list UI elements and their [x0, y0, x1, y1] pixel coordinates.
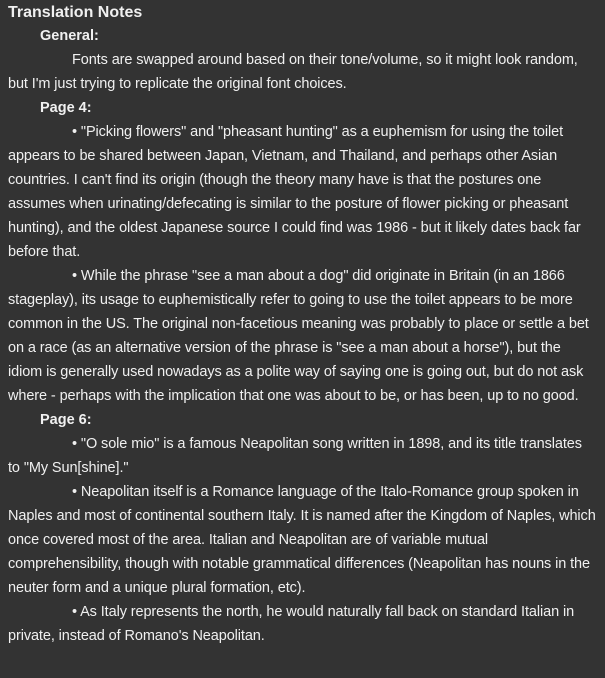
section-page-6 — [8, 408, 597, 648]
note-paragraph: • As Italy represents the north, he would naturally fall back on standard Italian in private, instead of Romano's Neapolitan. — [8, 604, 575, 644]
note-paragraph: • "Picking flowers" and "pheasant hunting" as a euphemism for using the toilet appears to be shared between Japan, Vietnam, and Thailand, and perhaps other Asian countries. I can't find its origin (though the theory many have is that the postures one assumes when urinating/defecating is similar to the posture of flower picking or pheasant hunting), and the oldest Japanese source I could find was 1986 - but it likely dates back far before that. — [8, 124, 581, 260]
note-paragraph: Fonts are swapped around based on their tone/volume, so it might look random, but I'm just trying to replicate the original font choices. — [8, 52, 578, 92]
section-heading: Page 6: — [40, 412, 92, 428]
section-page-4 — [8, 96, 597, 408]
note-paragraph: • "O sole mio" is a famous Neapolitan song written in 1898, and its title translates to "My Sun[shine]." — [8, 436, 582, 476]
note-paragraph: • While the phrase "see a man about a dog" did originate in Britain (in an 1866 stageplay), its usage to euphemistically refer to going to use the toilet appears to be more common in the US. The original non-facetious meaning was probably to place or settle a bet on a race (as an alternative version of the phrase is "see a man about a horse"), but the idiom is generally used nowadays as a polite way of saying one is going out, but do not ask where - perhaps with the implication that one was about to be, or has been, up to no good. — [8, 268, 589, 404]
section-heading: Page 4: — [40, 100, 92, 116]
note-paragraph: • Neapolitan itself is a Romance language of the Italo-Romance group spoken in Naples and most of continental southern Italy. It is named after the Kingdom of Naples, which once covered most of the area. Italian and Neapolitan are of variable mutual comprehensibility, though with notable grammatical differences (Neapolitan has nouns in the neuter form and a unique plural formation, etc). — [8, 484, 596, 596]
section-general — [8, 24, 597, 96]
section-heading: General: — [40, 28, 99, 44]
notes-title: Translation Notes — [8, 4, 143, 21]
